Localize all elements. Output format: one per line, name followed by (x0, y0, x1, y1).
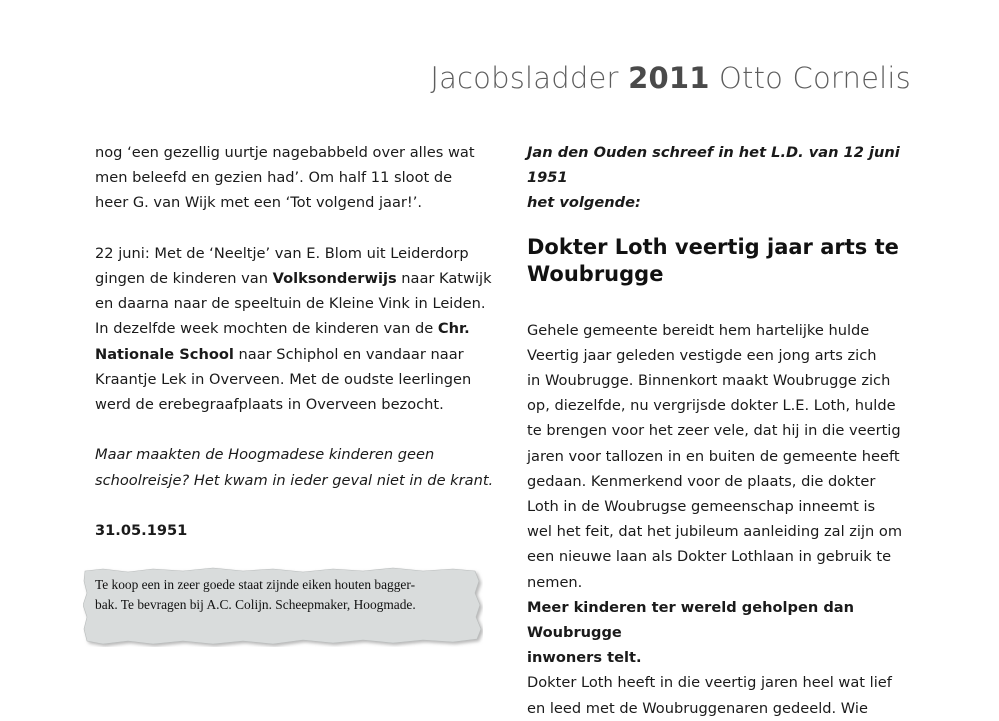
text-line: een nieuwe laan als Dokter Lothlaan in gebruik te (527, 548, 892, 566)
text-line: Gehele gemeente bereidt hem hartelijke hulde (527, 321, 870, 339)
paragraph-1 (95, 140, 495, 216)
text-line: In dezelfde week mochten de kinderen van de (95, 320, 438, 338)
text-line: te brengen voor het zeer vele, dat hij in die veertig (527, 422, 901, 440)
page-header (430, 61, 911, 95)
text-line: Kraantje Lek in Overveen. Met de oudste leerlingen (95, 370, 472, 388)
left-column (95, 140, 495, 543)
text-line: en leed met de Woubruggenaren gedeeld. Wie (527, 699, 868, 717)
heading-line: Dokter Loth veertig jaar arts te (527, 234, 899, 259)
text-line: werd de erebegraafplaats in Overveen bezocht. (95, 396, 444, 414)
article-body-1 (527, 318, 917, 595)
clipping-line: bak. Te bevragen bij A.C. Colijn. Scheepmaker, Hoogmade. (95, 597, 416, 612)
header-year: 2011 (628, 61, 710, 95)
newspaper-clipping (83, 567, 483, 647)
bold-term-volksonderwijs: Volksonderwijs (272, 270, 397, 287)
text-line: het volgende: (527, 194, 641, 212)
text-line: wel het feit, dat het jubileum aanleiding zal zijn om (527, 523, 903, 541)
header-prefix: Jacobsladder (430, 61, 629, 95)
article-subheading (527, 595, 917, 671)
text-line: men beleefd en gezien had’. Om half 11 sloot de (95, 169, 453, 187)
text-line: in Woubrugge. Binnenkort maakt Woubrugge zich (527, 372, 891, 390)
text-line: naar Katwijk (396, 270, 492, 287)
text-line: Maar maakten de Hoogmadese kinderen geen (95, 446, 435, 464)
text-line: nemen. (527, 573, 583, 591)
article-intro (527, 140, 917, 216)
text-line: naar Schiphol en vandaar naar (233, 345, 464, 363)
text-line: gingen de kinderen van (95, 270, 273, 287)
text-line: en daarna naar de speeltuin de Kleine Vink in Leiden. (95, 295, 486, 313)
text-line: inwoners telt. (527, 649, 642, 667)
paragraph-2 (95, 241, 495, 417)
date-heading: 31.05.1951 (95, 522, 188, 539)
text-line: Jan den Ouden schreef in het L.D. van 12 juni 1951 (527, 144, 900, 187)
text-line: heer G. van Wijk met een ‘Tot volgend jaar!’. (95, 194, 423, 212)
bold-term-chr: Chr. (437, 320, 470, 338)
text-line: Dokter Loth heeft in die veertig jaren heel wat lief (527, 674, 892, 692)
text-line: Meer kinderen ter wereld geholpen dan Woubrugge (527, 598, 855, 642)
header-suffix: Otto Cornelis (709, 61, 911, 95)
paragraph-3-italic (95, 442, 495, 492)
text-line: schoolreisje? Het kwam in ieder geval niet in de krant. (95, 471, 494, 489)
right-column (527, 140, 917, 721)
article-body-2 (527, 670, 917, 720)
article-heading (527, 234, 917, 288)
text-line: nog ‘een gezellig uurtje nagebabbeld over alles wat (95, 144, 475, 161)
text-line: Loth in de Woubrugse gemeenschap inneemt is (527, 498, 876, 516)
text-line: gedaan. Kenmerkend voor de plaats, die dokter (527, 472, 876, 490)
clipping-text (95, 575, 473, 615)
text-line: jaren voor tallozen in en buiten de gemeente heeft (527, 447, 900, 465)
text-line: op, diezelfde, nu vergrijsde dokter L.E. Loth, hulde (527, 397, 896, 415)
heading-line: Woubrugge (527, 261, 664, 286)
bold-term-school: Nationale School (95, 345, 234, 363)
text-line: Veertig jaar geleden vestigde een jong arts zich (527, 346, 877, 364)
clipping-line: Te koop een in zeer goede staat zijnde eiken houten bagger- (95, 577, 416, 592)
text-line: 22 juni: Met de ‘Neeltje’ van E. Blom uit Leiderdorp (95, 244, 469, 262)
